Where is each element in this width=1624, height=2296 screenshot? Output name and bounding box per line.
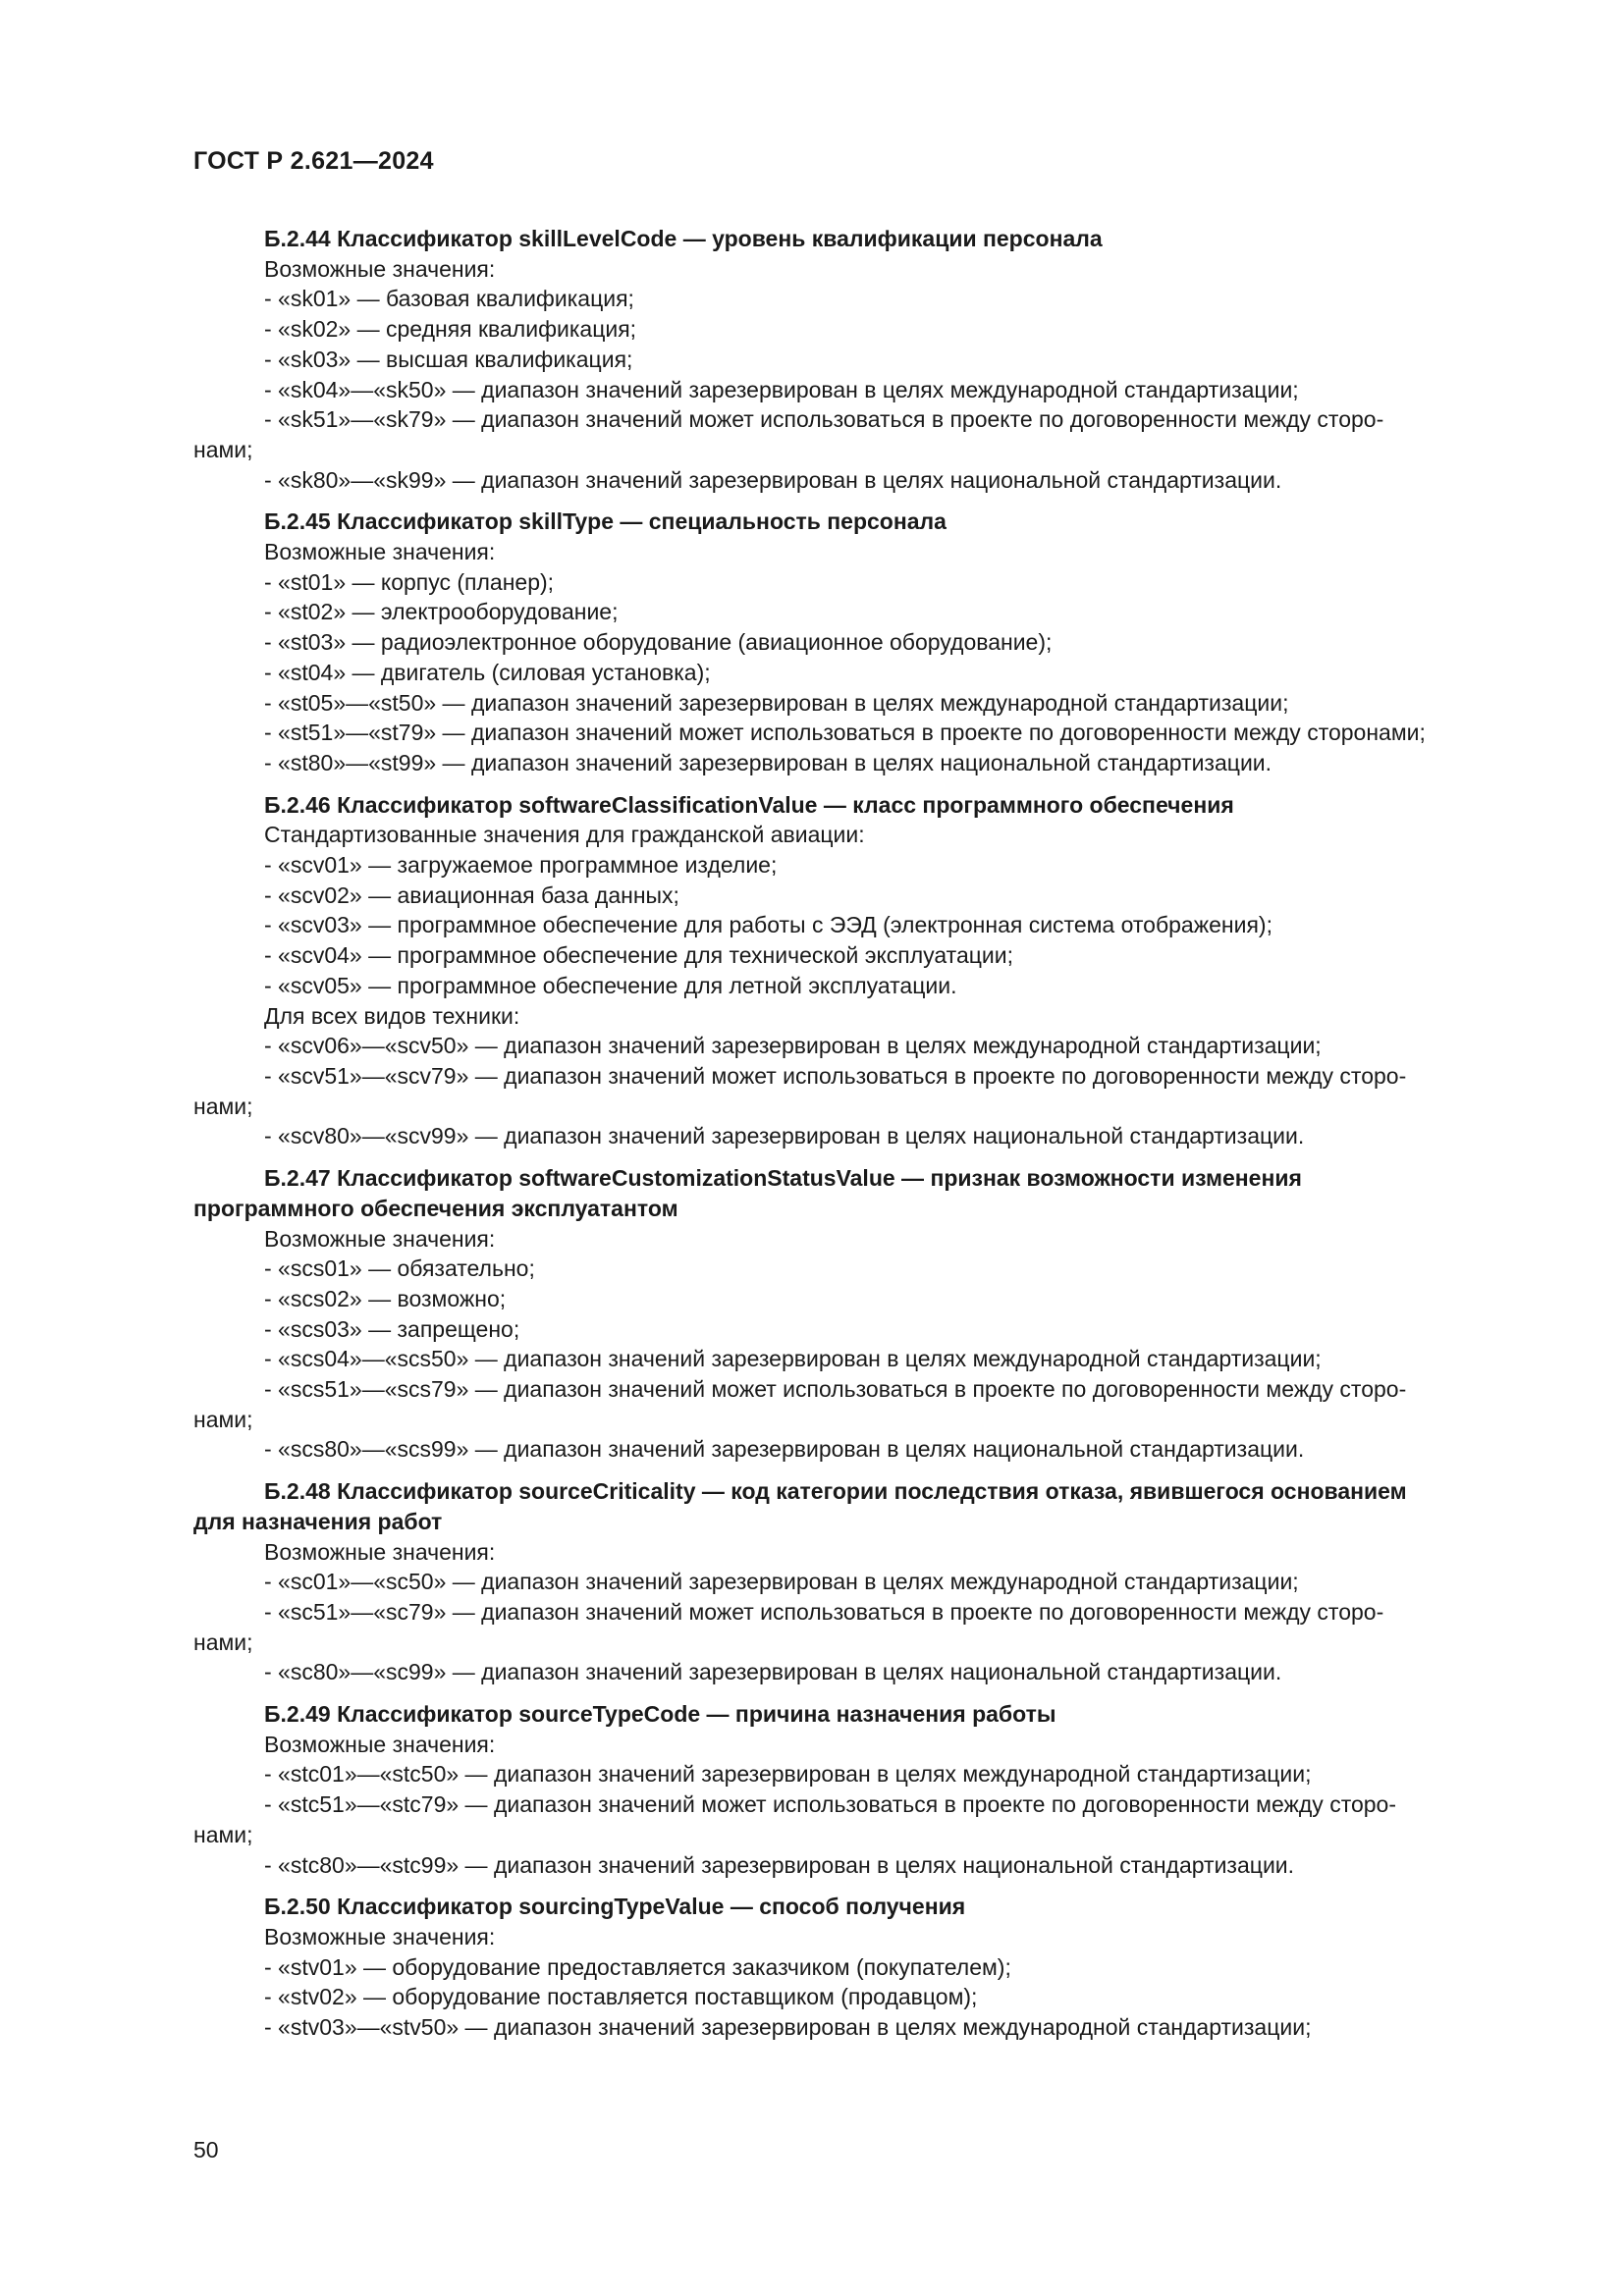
list-item: - «scv80»—«scv99» — диапазон значений зарезервирован в целях национальной стандартизации. <box>264 1123 1305 1149</box>
list-item: - «sc80»—«sc99» — диапазон значений зарезервирован в целях национальной стандартизации. <box>264 1659 1282 1685</box>
list-item: - «scs01» — обязательно; <box>264 1255 535 1282</box>
list-item-continuation: нами; <box>193 1821 253 1847</box>
section-heading-line-2: программного обеспечения эксплуатантом <box>193 1195 678 1221</box>
list-item: - «sk02» — средняя квалификация; <box>264 316 637 343</box>
section-b-2-45 <box>193 507 1527 777</box>
list-item: - «scv06»—«scv50» — диапазон значений зарезервирован в целях международной стандартизации; <box>264 1033 1322 1059</box>
section-intro: Возможные значения: <box>264 255 496 282</box>
section-intro: Возможные значения: <box>264 1731 496 1757</box>
section-heading: Б.2.49 Классификатор sourceTypeCode — причина назначения работы <box>264 1701 1056 1728</box>
section-intro: Стандартизованные значения для гражданской авиации: <box>264 822 865 848</box>
list-item: - «sc01»—«sc50» — диапазон значений зарезервирован в целях международной стандартизации; <box>264 1569 1299 1595</box>
list-item: - «scv04» — программное обеспечение для технической эксплуатации; <box>264 942 1013 969</box>
section-heading: Б.2.44 Классификатор skillLevelCode — уровень квалификации персонала <box>264 226 1103 251</box>
list-item: - «sc51»—«sc79» — диапазон значений может использоваться в проекте по договоренности между сторо- <box>264 1598 1384 1625</box>
list-item: - «sk80»—«sk99» — диапазон значений зарезервирован в целях национальной стандартизации. <box>264 466 1282 493</box>
list-item: - «scv03» — программное обеспечение для работы с ЭЭД (электронная система отображения); <box>264 912 1272 938</box>
list-item: - «st02» — электрооборудование; <box>264 599 619 625</box>
list-item: - «st05»—«st50» — диапазон значений зарезервирован в целях международной стандартизации; <box>264 689 1289 716</box>
section-b-2-44 <box>193 224 1527 495</box>
list-item: - «st01» — корпус (планер); <box>264 568 555 595</box>
list-item: - «scv05» — программное обеспечение для летной эксплуатации. <box>264 972 957 998</box>
section-heading: Б.2.45 Классификатор skillType — специальность персонала <box>264 508 947 535</box>
document-body <box>193 224 1527 2055</box>
section-heading-line-1: Б.2.47 Классификатор softwareCustomizationStatusValue — признак возможности изменения <box>264 1165 1302 1192</box>
list-item: - «scs02» — возможно; <box>264 1285 507 1311</box>
list-item: - «st51»—«st79» — диапазон значений может использоваться в проекте по договоренности между сторонами; <box>264 720 1426 746</box>
list-item: - «sk01» — базовая квалификация; <box>264 286 634 312</box>
list-item: - «scv02» — авиационная база данных; <box>264 881 679 908</box>
section-intro: Возможные значения: <box>264 1923 496 1949</box>
list-item: - «stv03»—«stv50» — диапазон значений зарезервирован в целях международной стандартизации; <box>264 2014 1312 2041</box>
list-item: - «st03» — радиоэлектронное оборудование (авиационное оборудование); <box>264 629 1053 656</box>
list-item: - «scv51»—«scv79» — диапазон значений может использоваться в проекте по договоренности между сторо- <box>264 1062 1407 1089</box>
list-item: - «scs04»—«scs50» — диапазон значений зарезервирован в целях международной стандартизации; <box>264 1346 1322 1372</box>
section-intro: Возможные значения: <box>264 1538 496 1565</box>
list-item: - «stv01» — оборудование предоставляется заказчиком (покупателем); <box>264 1953 1011 1980</box>
list-item: - «sk03» — высшая квалификация; <box>264 346 633 372</box>
list-item: - «scs51»—«scs79» — диапазон значений может использоваться в проекте по договоренности между сторо- <box>264 1376 1407 1403</box>
list-item-continuation: нами; <box>193 436 253 462</box>
section-heading: Б.2.46 Классификатор softwareClassificationValue — класс программного обеспечения <box>264 791 1234 818</box>
section-intro: Для всех видов техники: <box>264 1002 520 1029</box>
section-b-2-46 <box>193 790 1527 1151</box>
section-intro: Возможные значения: <box>264 1225 496 1252</box>
section-b-2-49 <box>193 1699 1527 1880</box>
list-item: - «stc80»—«stc99» — диапазон значений зарезервирован в целях национальной стандартизации. <box>264 1851 1295 1878</box>
page-number: 50 <box>193 2137 219 2163</box>
section-b-2-50 <box>193 1892 1527 2043</box>
list-item: - «sk04»—«sk50» — диапазон значений зарезервирован в целях международной стандартизации; <box>264 376 1299 402</box>
section-b-2-48 <box>193 1476 1527 1687</box>
section-heading-line-2: для назначения работ <box>193 1508 443 1534</box>
section-intro: Возможные значения: <box>264 539 496 565</box>
list-item: - «stc51»—«stc79» — диапазон значений может использоваться в проекте по договоренности между сторо- <box>264 1791 1397 1818</box>
list-item: - «scv01» — загружаемое программное изделие; <box>264 852 778 879</box>
document-header: ГОСТ Р 2.621—2024 <box>193 147 434 175</box>
section-heading: Б.2.50 Классификатор sourcingTypeValue — способ получения <box>264 1894 966 1920</box>
list-item-continuation: нами; <box>193 1406 253 1432</box>
list-item: - «scs80»—«scs99» — диапазон значений зарезервирован в целях национальной стандартизации. <box>264 1436 1305 1463</box>
list-item: - «sk51»—«sk79» — диапазон значений может использоваться в проекте по договоренности между сторо- <box>264 406 1384 433</box>
list-item-continuation: нами; <box>193 1093 253 1119</box>
section-heading-line-1: Б.2.48 Классификатор sourceCriticality — код категории последствия отказа, явившегося основанием <box>264 1478 1407 1505</box>
list-item: - «stc01»—«stc50» — диапазон значений зарезервирован в целях международной стандартизации; <box>264 1761 1312 1788</box>
list-item: - «st04» — двигатель (силовая установка); <box>264 659 711 685</box>
list-item: - «stv02» — оборудование поставляется поставщиком (продавцом); <box>264 1984 978 2010</box>
section-heading <box>193 1163 1527 1194</box>
list-item-continuation: нами; <box>193 1629 253 1655</box>
list-item: - «st80»—«st99» — диапазон значений зарезервирован в целях национальной стандартизации. <box>264 749 1272 775</box>
section-b-2-47 <box>193 1163 1527 1465</box>
list-item: - «scs03» — запрещено; <box>264 1315 520 1342</box>
